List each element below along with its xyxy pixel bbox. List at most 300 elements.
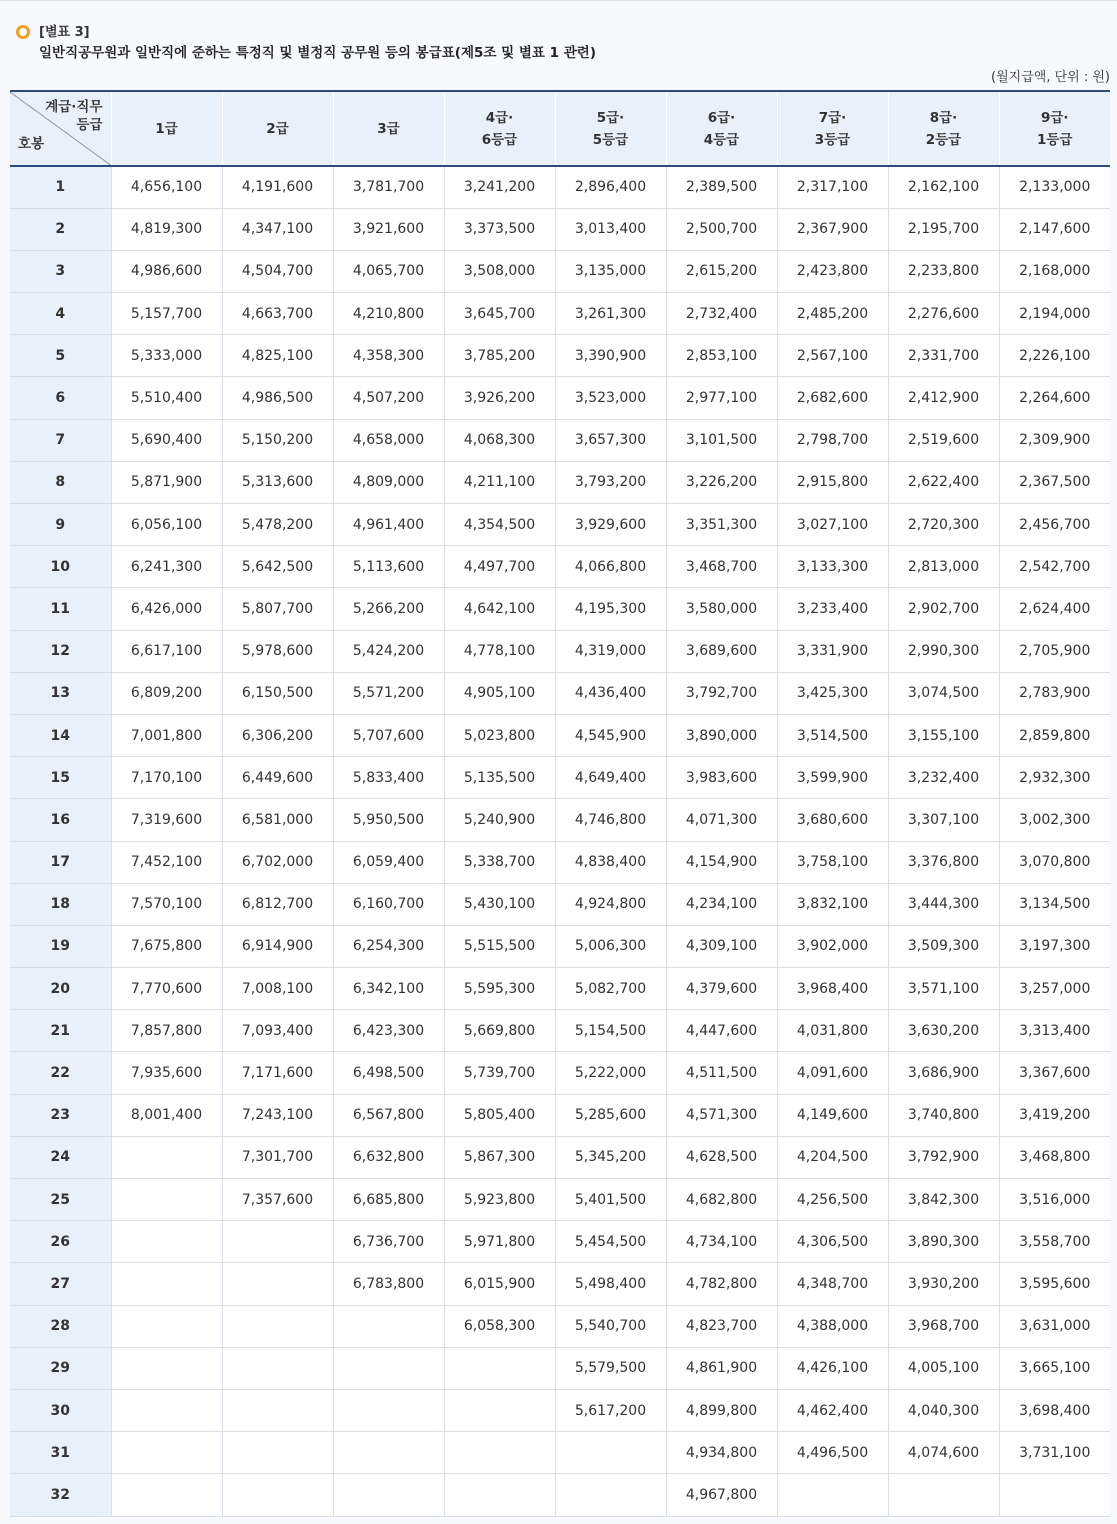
table-row — [10, 588, 1110, 630]
table-row — [10, 250, 1110, 292]
salary-cell: 2,705,900 — [999, 630, 1110, 672]
salary-cell — [444, 1347, 555, 1389]
salary-cell: 4,040,300 — [888, 1389, 999, 1431]
salary-cell: 4,746,800 — [555, 799, 666, 841]
salary-cell: 7,170,100 — [111, 757, 222, 799]
salary-cell: 3,558,700 — [999, 1221, 1110, 1263]
step-cell: 3 — [10, 250, 111, 292]
salary-cell: 5,669,800 — [444, 1010, 555, 1052]
salary-cell: 5,157,700 — [111, 293, 222, 335]
salary-cell: 3,197,300 — [999, 925, 1110, 967]
step-cell: 9 — [10, 504, 111, 546]
table-row — [10, 1347, 1110, 1389]
salary-cell: 4,348,700 — [777, 1263, 888, 1305]
salary-cell: 4,354,500 — [444, 504, 555, 546]
table-row — [10, 377, 1110, 419]
salary-cell: 4,507,200 — [333, 377, 444, 419]
salary-cell: 3,509,300 — [888, 925, 999, 967]
salary-cell: 3,580,000 — [666, 588, 777, 630]
salary-cell: 5,333,000 — [111, 335, 222, 377]
salary-cell: 2,412,900 — [888, 377, 999, 419]
salary-cell: 2,389,500 — [666, 166, 777, 208]
salary-cell — [222, 1432, 333, 1474]
salary-cell: 3,983,600 — [666, 757, 777, 799]
table-row — [10, 925, 1110, 967]
salary-cell: 6,702,000 — [222, 841, 333, 883]
salary-cell: 2,485,200 — [777, 293, 888, 335]
salary-cell: 3,444,300 — [888, 883, 999, 925]
salary-cell: 6,736,700 — [333, 1221, 444, 1263]
step-cell: 30 — [10, 1389, 111, 1431]
salary-cell: 4,905,100 — [444, 672, 555, 714]
salary-cell: 5,424,200 — [333, 630, 444, 672]
salary-cell: 3,890,300 — [888, 1221, 999, 1263]
step-cell: 17 — [10, 841, 111, 883]
salary-cell: 5,515,500 — [444, 925, 555, 967]
step-cell: 7 — [10, 419, 111, 461]
table-row — [10, 841, 1110, 883]
step-cell: 24 — [10, 1136, 111, 1178]
salary-cell: 2,624,400 — [999, 588, 1110, 630]
salary-cell: 7,770,600 — [111, 968, 222, 1010]
salary-cell — [333, 1389, 444, 1431]
salary-cell: 7,171,600 — [222, 1052, 333, 1094]
salary-cell: 3,832,100 — [777, 883, 888, 925]
salary-cell: 3,027,100 — [777, 504, 888, 546]
salary-cell: 2,264,600 — [999, 377, 1110, 419]
salary-cell: 5,579,500 — [555, 1347, 666, 1389]
salary-table — [10, 90, 1110, 1517]
salary-cell: 3,968,700 — [888, 1305, 999, 1347]
column-header-line1: 1급 — [155, 120, 178, 137]
column-header — [777, 91, 888, 166]
salary-cell: 5,222,000 — [555, 1052, 666, 1094]
salary-cell: 3,376,800 — [888, 841, 999, 883]
salary-cell: 4,649,400 — [555, 757, 666, 799]
table-row — [10, 1010, 1110, 1052]
table-row — [10, 1221, 1110, 1263]
corner-header-cell — [10, 91, 111, 166]
salary-cell — [222, 1474, 333, 1516]
salary-cell: 5,150,200 — [222, 419, 333, 461]
salary-cell: 2,990,300 — [888, 630, 999, 672]
salary-cell: 6,498,500 — [333, 1052, 444, 1094]
salary-cell: 3,599,900 — [777, 757, 888, 799]
salary-cell: 7,452,100 — [111, 841, 222, 883]
column-header — [666, 91, 777, 166]
table-row — [10, 1389, 1110, 1431]
salary-cell: 5,978,600 — [222, 630, 333, 672]
salary-cell: 6,160,700 — [333, 883, 444, 925]
salary-cell: 2,783,900 — [999, 672, 1110, 714]
salary-cell: 2,317,100 — [777, 166, 888, 208]
salary-cell: 4,065,700 — [333, 250, 444, 292]
salary-cell: 7,001,800 — [111, 714, 222, 756]
salary-cell: 6,015,900 — [444, 1263, 555, 1305]
salary-cell: 5,345,200 — [555, 1136, 666, 1178]
salary-cell — [999, 1474, 1110, 1516]
table-row — [10, 335, 1110, 377]
salary-cell: 4,571,300 — [666, 1094, 777, 1136]
salary-cell: 2,195,700 — [888, 208, 999, 250]
column-header-line2: 2등급 — [925, 131, 962, 148]
salary-cell — [111, 1263, 222, 1305]
salary-cell: 3,331,900 — [777, 630, 888, 672]
unit-note: (월지급액, 단위 : 원) — [991, 70, 1110, 85]
salary-cell: 5,739,700 — [444, 1052, 555, 1094]
step-cell: 28 — [10, 1305, 111, 1347]
salary-cell: 4,838,400 — [555, 841, 666, 883]
salary-cell: 2,367,900 — [777, 208, 888, 250]
salary-cell — [333, 1474, 444, 1516]
salary-cell: 3,631,000 — [999, 1305, 1110, 1347]
table-row — [10, 504, 1110, 546]
salary-cell: 4,504,700 — [222, 250, 333, 292]
salary-cell: 3,070,800 — [999, 841, 1110, 883]
salary-cell — [111, 1179, 222, 1221]
salary-cell: 3,781,700 — [333, 166, 444, 208]
step-cell: 2 — [10, 208, 111, 250]
salary-cell: 5,338,700 — [444, 841, 555, 883]
salary-cell: 2,896,400 — [555, 166, 666, 208]
header-row — [10, 91, 1110, 166]
salary-cell: 5,510,400 — [111, 377, 222, 419]
step-cell: 1 — [10, 166, 111, 208]
salary-cell: 3,645,700 — [444, 293, 555, 335]
table-row — [10, 968, 1110, 1010]
salary-cell: 7,570,100 — [111, 883, 222, 925]
salary-cell: 4,825,100 — [222, 335, 333, 377]
salary-cell: 5,707,600 — [333, 714, 444, 756]
salary-cell: 2,853,100 — [666, 335, 777, 377]
salary-cell: 5,135,500 — [444, 757, 555, 799]
salary-cell: 5,113,600 — [333, 546, 444, 588]
salary-cell: 3,508,000 — [444, 250, 555, 292]
table-body — [10, 166, 1110, 1516]
salary-cell: 5,082,700 — [555, 968, 666, 1010]
step-cell: 5 — [10, 335, 111, 377]
salary-cell: 3,367,600 — [999, 1052, 1110, 1094]
salary-cell: 4,734,100 — [666, 1221, 777, 1263]
salary-cell: 3,902,000 — [777, 925, 888, 967]
salary-cell: 3,425,300 — [777, 672, 888, 714]
column-header-line2: 6등급 — [481, 131, 518, 148]
salary-cell: 3,134,500 — [999, 883, 1110, 925]
salary-cell: 2,162,100 — [888, 166, 999, 208]
salary-cell: 4,195,300 — [555, 588, 666, 630]
column-header-line1: 8급· — [929, 109, 958, 126]
salary-cell: 2,500,700 — [666, 208, 777, 250]
salary-cell: 3,516,000 — [999, 1179, 1110, 1221]
salary-cell: 3,758,100 — [777, 841, 888, 883]
salary-cell: 4,809,000 — [333, 461, 444, 503]
table-row — [10, 419, 1110, 461]
column-header-line2: 3등급 — [814, 131, 851, 148]
salary-cell: 4,068,300 — [444, 419, 555, 461]
column-header-line1: 2급 — [266, 120, 289, 137]
salary-cell: 4,511,500 — [666, 1052, 777, 1094]
column-header-line1: 3급 — [377, 120, 400, 137]
salary-cell: 3,665,100 — [999, 1347, 1110, 1389]
salary-cell: 2,226,100 — [999, 335, 1110, 377]
salary-cell: 3,686,900 — [888, 1052, 999, 1094]
table-row — [10, 1305, 1110, 1347]
table-row — [10, 883, 1110, 925]
salary-cell: 4,447,600 — [666, 1010, 777, 1052]
column-header-line1: 4급· — [485, 109, 514, 126]
salary-cell: 5,690,400 — [111, 419, 222, 461]
salary-cell: 4,149,600 — [777, 1094, 888, 1136]
salary-cell: 4,210,800 — [333, 293, 444, 335]
salary-cell: 6,617,100 — [111, 630, 222, 672]
salary-cell: 2,798,700 — [777, 419, 888, 461]
salary-cell: 6,581,000 — [222, 799, 333, 841]
salary-cell: 4,656,100 — [111, 166, 222, 208]
column-header — [888, 91, 999, 166]
step-cell: 8 — [10, 461, 111, 503]
salary-cell: 3,419,200 — [999, 1094, 1110, 1136]
salary-cell: 3,698,400 — [999, 1389, 1110, 1431]
salary-cell: 3,257,000 — [999, 968, 1110, 1010]
salary-cell: 3,313,400 — [999, 1010, 1110, 1052]
table-row — [10, 461, 1110, 503]
table-row — [10, 1136, 1110, 1178]
salary-cell: 3,689,600 — [666, 630, 777, 672]
salary-cell: 4,256,500 — [777, 1179, 888, 1221]
salary-cell: 5,595,300 — [444, 968, 555, 1010]
salary-cell: 3,731,100 — [999, 1432, 1110, 1474]
salary-cell: 3,929,600 — [555, 504, 666, 546]
salary-cell: 5,807,700 — [222, 588, 333, 630]
salary-cell: 2,367,500 — [999, 461, 1110, 503]
step-cell: 15 — [10, 757, 111, 799]
salary-cell: 5,923,800 — [444, 1179, 555, 1221]
salary-cell — [333, 1305, 444, 1347]
salary-cell: 3,307,100 — [888, 799, 999, 841]
salary-cell: 6,058,300 — [444, 1305, 555, 1347]
salary-cell: 4,462,400 — [777, 1389, 888, 1431]
salary-cell: 5,805,400 — [444, 1094, 555, 1136]
column-header — [999, 91, 1110, 166]
salary-cell: 4,496,500 — [777, 1432, 888, 1474]
salary-cell: 2,932,300 — [999, 757, 1110, 799]
salary-cell: 6,449,600 — [222, 757, 333, 799]
salary-cell: 3,233,400 — [777, 588, 888, 630]
salary-cell: 2,615,200 — [666, 250, 777, 292]
column-header-line1: 5급· — [596, 109, 625, 126]
salary-cell: 5,154,500 — [555, 1010, 666, 1052]
salary-cell: 2,456,700 — [999, 504, 1110, 546]
salary-cell: 4,663,700 — [222, 293, 333, 335]
salary-cell: 3,241,200 — [444, 166, 555, 208]
table-row — [10, 1094, 1110, 1136]
salary-cell: 3,101,500 — [666, 419, 777, 461]
salary-cell: 5,454,500 — [555, 1221, 666, 1263]
salary-cell — [222, 1389, 333, 1431]
salary-cell: 2,423,800 — [777, 250, 888, 292]
salary-cell: 2,902,700 — [888, 588, 999, 630]
table-row — [10, 1052, 1110, 1094]
step-cell: 12 — [10, 630, 111, 672]
salary-cell: 4,066,800 — [555, 546, 666, 588]
salary-cell — [333, 1432, 444, 1474]
salary-cell: 3,074,500 — [888, 672, 999, 714]
salary-cell — [444, 1389, 555, 1431]
salary-cell — [555, 1432, 666, 1474]
salary-cell: 5,617,200 — [555, 1389, 666, 1431]
salary-cell: 2,732,400 — [666, 293, 777, 335]
step-cell: 22 — [10, 1052, 111, 1094]
salary-cell: 4,545,900 — [555, 714, 666, 756]
salary-cell: 3,926,200 — [444, 377, 555, 419]
table-row — [10, 1179, 1110, 1221]
salary-cell: 5,006,300 — [555, 925, 666, 967]
salary-cell: 5,240,900 — [444, 799, 555, 841]
salary-cell: 4,782,800 — [666, 1263, 777, 1305]
column-header-line2: 1등급 — [1037, 131, 1073, 148]
salary-cell: 3,351,300 — [666, 504, 777, 546]
salary-cell: 4,154,900 — [666, 841, 777, 883]
salary-cell: 6,342,100 — [333, 968, 444, 1010]
salary-cell: 3,890,000 — [666, 714, 777, 756]
salary-cell: 4,204,500 — [777, 1136, 888, 1178]
corner-grade-line1: 계급·직무 — [45, 99, 103, 115]
salary-cell: 5,571,200 — [333, 672, 444, 714]
salary-cell — [111, 1221, 222, 1263]
table-row — [10, 293, 1110, 335]
salary-cell — [111, 1347, 222, 1389]
salary-cell: 4,306,500 — [777, 1221, 888, 1263]
table-row — [10, 630, 1110, 672]
salary-cell: 4,924,800 — [555, 883, 666, 925]
table-row — [10, 757, 1110, 799]
step-cell: 31 — [10, 1432, 111, 1474]
table-row — [10, 672, 1110, 714]
salary-cell: 2,133,000 — [999, 166, 1110, 208]
salary-cell: 5,833,400 — [333, 757, 444, 799]
step-cell: 6 — [10, 377, 111, 419]
column-header-line1: 6급· — [707, 109, 736, 126]
salary-cell: 3,002,300 — [999, 799, 1110, 841]
salary-cell: 4,628,500 — [666, 1136, 777, 1178]
corner-grade-label — [45, 98, 102, 134]
salary-cell: 5,871,900 — [111, 461, 222, 503]
salary-cell: 7,857,800 — [111, 1010, 222, 1052]
salary-cell: 2,147,600 — [999, 208, 1110, 250]
salary-cell: 3,792,700 — [666, 672, 777, 714]
salary-cell: 3,133,300 — [777, 546, 888, 588]
salary-cell: 4,319,000 — [555, 630, 666, 672]
salary-cell — [555, 1474, 666, 1516]
salary-cell: 7,357,600 — [222, 1179, 333, 1221]
table-heading — [16, 23, 596, 63]
step-cell: 21 — [10, 1010, 111, 1052]
corner-step-label: 호봉 — [18, 136, 45, 152]
salary-cell: 3,930,200 — [888, 1263, 999, 1305]
salary-cell — [222, 1221, 333, 1263]
salary-cell: 5,285,600 — [555, 1094, 666, 1136]
salary-cell: 4,358,300 — [333, 335, 444, 377]
salary-cell — [444, 1432, 555, 1474]
column-header-line2: 5등급 — [592, 131, 629, 148]
table-row — [10, 1263, 1110, 1305]
salary-cell: 7,935,600 — [111, 1052, 222, 1094]
salary-cell: 2,977,100 — [666, 377, 777, 419]
salary-cell: 4,861,900 — [666, 1347, 777, 1389]
salary-cell: 3,261,300 — [555, 293, 666, 335]
salary-cell: 4,234,100 — [666, 883, 777, 925]
salary-cell: 4,778,100 — [444, 630, 555, 672]
salary-cell — [111, 1389, 222, 1431]
salary-cell: 6,567,800 — [333, 1094, 444, 1136]
salary-cell: 3,680,600 — [777, 799, 888, 841]
salary-cell: 4,642,100 — [444, 588, 555, 630]
step-cell: 19 — [10, 925, 111, 967]
salary-cell: 5,971,800 — [444, 1221, 555, 1263]
salary-cell: 5,867,300 — [444, 1136, 555, 1178]
salary-cell: 6,685,800 — [333, 1179, 444, 1221]
step-cell: 10 — [10, 546, 111, 588]
column-header — [222, 91, 333, 166]
salary-cell: 5,430,100 — [444, 883, 555, 925]
salary-cell: 3,571,100 — [888, 968, 999, 1010]
step-cell: 29 — [10, 1347, 111, 1389]
corner-grade-line2: 등급 — [76, 117, 103, 133]
salary-cell: 3,226,200 — [666, 461, 777, 503]
salary-cell: 4,899,800 — [666, 1389, 777, 1431]
salary-cell: 5,401,500 — [555, 1179, 666, 1221]
salary-cell: 5,023,800 — [444, 714, 555, 756]
salary-cell: 7,319,600 — [111, 799, 222, 841]
salary-cell: 3,657,300 — [555, 419, 666, 461]
salary-cell: 4,986,600 — [111, 250, 222, 292]
salary-cell: 6,809,200 — [111, 672, 222, 714]
table-row — [10, 799, 1110, 841]
salary-cell — [333, 1347, 444, 1389]
salary-cell — [444, 1474, 555, 1516]
salary-cell: 2,168,000 — [999, 250, 1110, 292]
step-cell: 14 — [10, 714, 111, 756]
salary-cell: 3,155,100 — [888, 714, 999, 756]
salary-cell: 5,498,400 — [555, 1263, 666, 1305]
salary-cell: 4,934,800 — [666, 1432, 777, 1474]
salary-cell: 7,243,100 — [222, 1094, 333, 1136]
appendix-tag: [별표 3] — [39, 25, 90, 40]
salary-cell: 4,005,100 — [888, 1347, 999, 1389]
salary-cell: 2,331,700 — [888, 335, 999, 377]
salary-cell — [777, 1474, 888, 1516]
salary-cell: 6,254,300 — [333, 925, 444, 967]
salary-cell: 3,373,500 — [444, 208, 555, 250]
step-cell: 18 — [10, 883, 111, 925]
salary-cell: 3,842,300 — [888, 1179, 999, 1221]
table-title: 일반직공무원과 일반직에 준하는 특정직 및 별정직 공무원 등의 봉급표(제5조 및 별표 1 관련) — [39, 45, 597, 61]
salary-cell: 2,542,700 — [999, 546, 1110, 588]
column-header — [555, 91, 666, 166]
salary-cell: 2,233,800 — [888, 250, 999, 292]
salary-cell: 3,740,800 — [888, 1094, 999, 1136]
salary-cell: 3,785,200 — [444, 335, 555, 377]
salary-cell: 6,812,700 — [222, 883, 333, 925]
salary-cell: 5,540,700 — [555, 1305, 666, 1347]
salary-cell — [111, 1432, 222, 1474]
column-header — [333, 91, 444, 166]
step-cell: 11 — [10, 588, 111, 630]
salary-cell: 2,915,800 — [777, 461, 888, 503]
salary-cell: 4,497,700 — [444, 546, 555, 588]
salary-cell: 4,436,400 — [555, 672, 666, 714]
salary-cell: 7,675,800 — [111, 925, 222, 967]
